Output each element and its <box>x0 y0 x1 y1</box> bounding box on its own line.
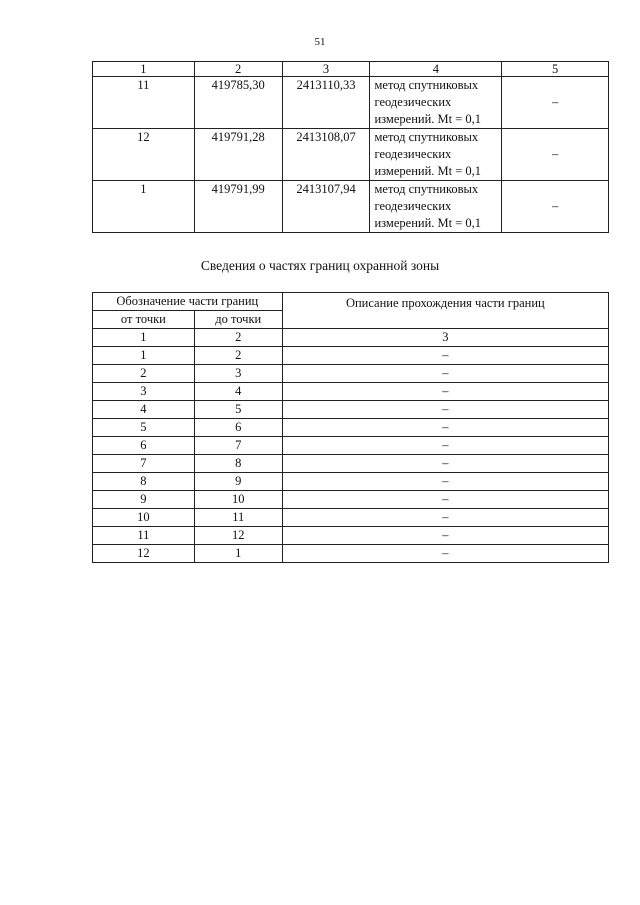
boundary-part-row <box>93 401 609 419</box>
coords-header-cell: 1 <box>93 62 195 77</box>
coords-header-cell: 2 <box>194 62 282 77</box>
method-line: геодезических <box>374 199 452 213</box>
y-coordinate-cell: 2413108,07 <box>282 129 370 181</box>
page-number: 51 <box>314 36 326 48</box>
from-point-cell: 2 <box>93 365 195 383</box>
to-point-header: до точки <box>194 311 282 329</box>
boundary-part-row <box>93 419 609 437</box>
to-point-cell: 5 <box>194 401 282 419</box>
method-cell <box>370 77 502 129</box>
to-point-cell: 12 <box>194 527 282 545</box>
x-coordinate-cell: 419791,28 <box>194 129 282 181</box>
boundary-part-row <box>93 437 609 455</box>
description-cell: – <box>282 545 608 563</box>
to-point-cell: 10 <box>194 491 282 509</box>
description-cell: – <box>282 509 608 527</box>
method-line: геодезических <box>374 147 452 161</box>
from-point-cell: 4 <box>93 401 195 419</box>
method-line: метод спутниковых <box>374 182 479 196</box>
x-coordinate-cell: 419791,99 <box>194 181 282 233</box>
boundary-part-row <box>93 365 609 383</box>
section-title: Сведения о частях границ охранной зоны <box>200 258 440 273</box>
coords-header-cell: 5 <box>502 62 609 77</box>
from-point-cell: 9 <box>93 491 195 509</box>
boundary-part-row <box>93 347 609 365</box>
boundary-part-row <box>93 545 609 563</box>
boundary-part-row <box>93 527 609 545</box>
coords-row <box>93 129 609 181</box>
from-point-cell: 10 <box>93 509 195 527</box>
from-point-cell: 12 <box>93 545 195 563</box>
description-cell: – <box>282 455 608 473</box>
to-point-cell: 3 <box>194 365 282 383</box>
method-cell <box>370 129 502 181</box>
note-cell: – <box>502 181 609 233</box>
description-cell: – <box>282 491 608 509</box>
boundary-part-row <box>93 455 609 473</box>
from-point-cell: 5 <box>93 419 195 437</box>
column-number: 3 <box>282 329 608 347</box>
from-point-cell: 3 <box>93 383 195 401</box>
boundary-parts-table <box>92 292 609 563</box>
to-point-cell: 6 <box>194 419 282 437</box>
to-point-cell: 1 <box>194 545 282 563</box>
method-line: измерений. Mt = 0,1 <box>374 216 482 230</box>
column-number: 1 <box>93 329 195 347</box>
boundary-part-row <box>93 473 609 491</box>
from-point-header: от точки <box>93 311 195 329</box>
boundary-part-row <box>93 509 609 527</box>
description-cell: – <box>282 419 608 437</box>
y-coordinate-cell: 2413110,33 <box>282 77 370 129</box>
y-coordinate-cell: 2413107,94 <box>282 181 370 233</box>
point-number-cell: 11 <box>93 77 195 129</box>
description-cell: – <box>282 473 608 491</box>
to-point-cell: 4 <box>194 383 282 401</box>
description-cell: – <box>282 347 608 365</box>
method-line: геодезических <box>374 95 452 109</box>
point-number-cell: 1 <box>93 181 195 233</box>
note-cell: – <box>502 129 609 181</box>
designation-header: Обозначение части границ <box>93 293 283 311</box>
from-point-cell: 7 <box>93 455 195 473</box>
boundary-part-row <box>93 383 609 401</box>
boundary-part-row <box>93 491 609 509</box>
from-point-cell: 11 <box>93 527 195 545</box>
description-header: Описание прохождения части границ <box>282 293 608 329</box>
to-point-cell: 8 <box>194 455 282 473</box>
coords-row <box>93 181 609 233</box>
to-point-cell: 9 <box>194 473 282 491</box>
x-coordinate-cell: 419785,30 <box>194 77 282 129</box>
coords-header-cell: 4 <box>370 62 502 77</box>
coordinates-table <box>92 61 609 233</box>
description-cell: – <box>282 437 608 455</box>
to-point-cell: 2 <box>194 347 282 365</box>
method-cell <box>370 181 502 233</box>
parts-head-row <box>93 293 609 311</box>
method-line: измерений. Mt = 0,1 <box>374 164 482 178</box>
from-point-cell: 1 <box>93 347 195 365</box>
to-point-cell: 11 <box>194 509 282 527</box>
coords-header-row <box>93 62 609 77</box>
description-cell: – <box>282 365 608 383</box>
description-cell: – <box>282 383 608 401</box>
to-point-cell: 7 <box>194 437 282 455</box>
parts-column-number-row <box>93 329 609 347</box>
coords-row <box>93 77 609 129</box>
method-line: метод спутниковых <box>374 130 479 144</box>
point-number-cell: 12 <box>93 129 195 181</box>
from-point-cell: 6 <box>93 437 195 455</box>
column-number: 2 <box>194 329 282 347</box>
method-line: измерений. Mt = 0,1 <box>374 112 482 126</box>
description-cell: – <box>282 527 608 545</box>
note-cell: – <box>502 77 609 129</box>
coords-header-cell: 3 <box>282 62 370 77</box>
from-point-cell: 8 <box>93 473 195 491</box>
description-cell: – <box>282 401 608 419</box>
method-line: метод спутниковых <box>374 78 479 92</box>
